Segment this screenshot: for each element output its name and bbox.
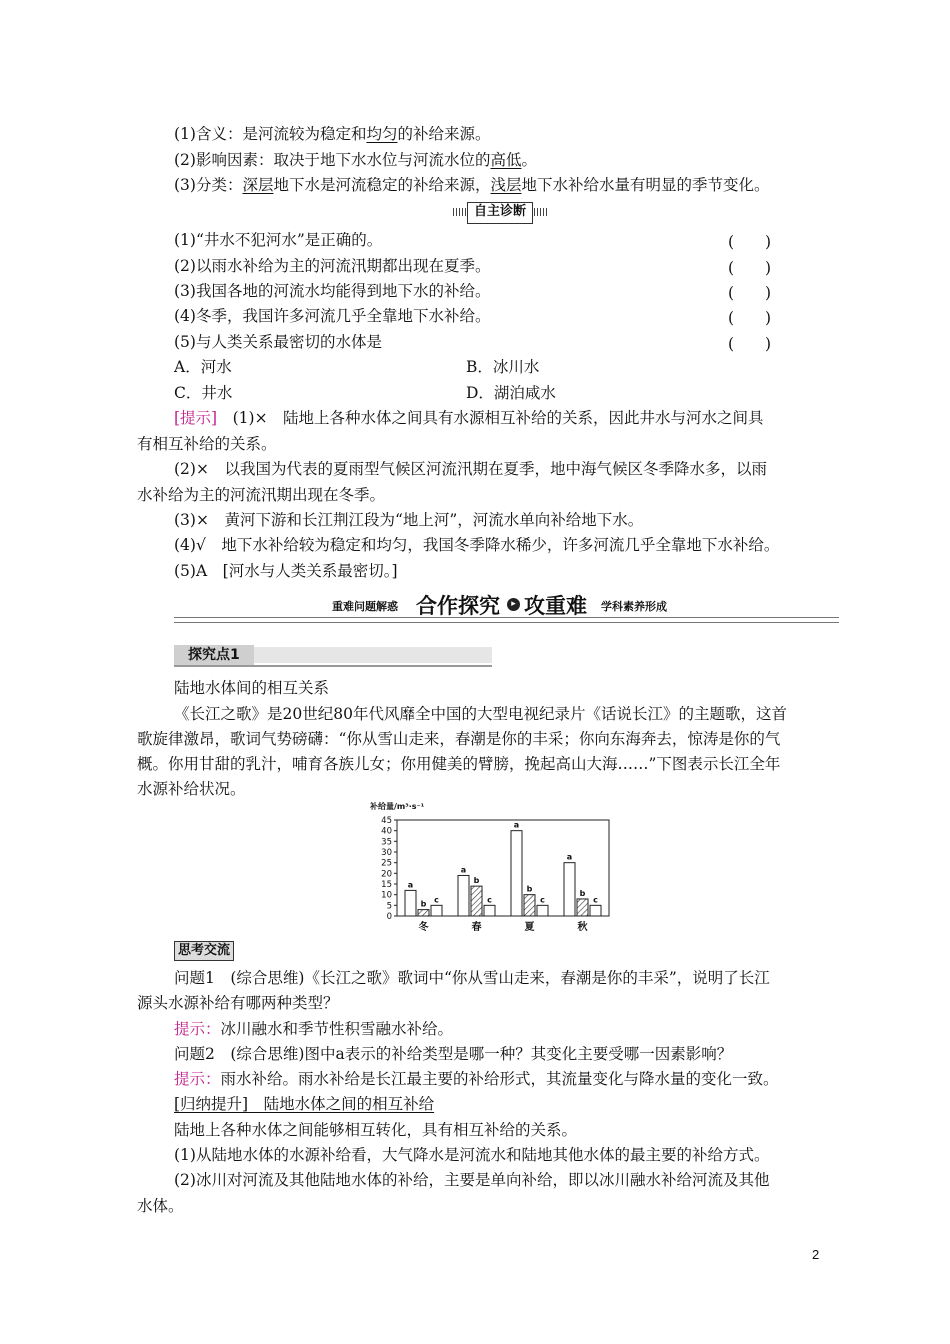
bar-label: b xyxy=(526,884,533,894)
y-tick-label: 10 xyxy=(381,890,392,901)
bar-label: c xyxy=(487,895,492,905)
x-category-label: 冬 xyxy=(418,922,429,933)
y-axis-label: 补给量/m³·s⁻¹ xyxy=(370,802,425,811)
summary-line: 水体。 xyxy=(137,1197,184,1215)
summary-line: 陆地上各种水体之间能够相互转化，具有相互补给的关系。 xyxy=(174,1121,578,1139)
y-tick-label: 45 xyxy=(381,816,392,826)
bar-c xyxy=(537,905,548,916)
paragraph-line: 概。你用甘甜的乳汁，哺育各族儿女；你用健美的臂膀，挽起高山大海……”下图表示长江全年 xyxy=(137,755,781,773)
think-exchange-label: 思考交流 xyxy=(174,941,234,961)
question-line: 问题2 (综合思维)图中a表示的补给类型是哪一种？其变化主要受哪一因素影响？ xyxy=(174,1045,733,1063)
hint-line: (5)A [河水与人类关系最密切。] xyxy=(174,562,398,580)
definition-line-2: (2)影响因素：取决于地下水水位与河流水位的高低。 xyxy=(174,151,537,169)
inquiry-point-header: 探究点1 xyxy=(174,645,492,667)
diagnosis-item: (5)与人类关系最密切的水体是 xyxy=(174,333,382,351)
option-a: A．河水 xyxy=(174,358,232,376)
water-supply-chart xyxy=(368,800,618,936)
definition-line-1: (1)含义：是河流较为稳定和均匀的补给来源。 xyxy=(174,125,491,143)
y-tick-label: 25 xyxy=(381,858,392,869)
bar-label: b xyxy=(473,876,480,886)
hint-label: [提示] xyxy=(174,409,218,427)
section-header: 重难问题解惑 合作探究 ▸ 攻重难 学科素养形成 xyxy=(174,594,839,624)
bar-label: b xyxy=(420,899,427,909)
y-tick-label: 40 xyxy=(381,826,392,837)
bar-c xyxy=(484,905,495,916)
diagnosis-item: (1)“井水不犯河水”是正确的。 xyxy=(174,231,383,249)
hint-line: 水补给为主的河流汛期出现在冬季。 xyxy=(137,486,386,504)
y-tick-label: 20 xyxy=(381,869,392,880)
bar-a xyxy=(564,863,575,916)
paragraph-line: 歌旋律激昂，歌词气势磅礴：“你从雪山走来，春潮是你的丰采；你向东海奔去，惊涛是你的气 xyxy=(137,730,781,748)
page-number: 2 xyxy=(812,1247,820,1262)
bar-a xyxy=(511,831,522,916)
x-category-label: 秋 xyxy=(577,922,588,933)
diagnosis-item: (3)我国各地的河流水均能得到地下水的补给。 xyxy=(174,282,491,300)
y-tick-label: 30 xyxy=(381,848,392,858)
hint-label: 提示： xyxy=(174,1020,221,1038)
option-c: C．井水 xyxy=(174,384,233,402)
answer-line: 提示：雨水补给。雨水补给是长江最主要的补给形式，其流量变化与降水量的变化一致。 xyxy=(174,1070,779,1088)
bar-label: c xyxy=(434,895,439,905)
y-tick-label: 0 xyxy=(386,912,392,922)
diagnosis-item: (2)以雨水补给为主的河流汛期都出现在夏季。 xyxy=(174,257,491,275)
bar-label: a xyxy=(460,865,467,875)
diagnosis-item: (4)冬季，我国许多河流几乎全靠地下水补给。 xyxy=(174,307,491,325)
bar-label: a xyxy=(407,880,414,890)
bar-label: c xyxy=(540,895,545,905)
bar-b xyxy=(577,899,588,916)
definition-line-3: (3)分类：深层地下水是河流稳定的补给来源，浅层地下水补给水量有明显的季节变化。 xyxy=(174,176,770,194)
answer-line: 提示：冰川融水和季节性积雪融水补给。 xyxy=(174,1020,454,1038)
hint-label: 提示： xyxy=(174,1070,221,1088)
x-category-label: 春 xyxy=(471,922,482,933)
answer-blank: ( ) xyxy=(728,233,772,251)
answer-blank: ( ) xyxy=(728,309,772,327)
hint-line: (4)√ 地下水补给较为稳定和均匀，我国冬季降水稀少，许多河流几乎全靠地下水补给。 xyxy=(174,536,780,554)
hint-line: [提示] (1)× 陆地上各种水体之间具有水源相互补给的关系，因此井水与河水之间具 xyxy=(174,409,764,427)
bar-label: a xyxy=(566,852,573,862)
answer-blank: ( ) xyxy=(728,259,772,277)
hint-line: (3)× 黄河下游和长江荆江段为“地上河”，河流水单向补给地下水。 xyxy=(174,511,644,529)
bar-c xyxy=(590,905,601,916)
bar-label: c xyxy=(593,895,598,905)
y-tick-label: 5 xyxy=(386,901,392,912)
x-category-label: 夏 xyxy=(524,922,535,933)
answer-blank: ( ) xyxy=(728,335,772,353)
y-tick-label: 15 xyxy=(381,880,392,890)
hint-line: 有相互补给的关系。 xyxy=(137,435,277,453)
hint-line: (2)× 以我国为代表的夏雨型气候区河流汛期在夏季，地中海气候区冬季降水多，以雨 xyxy=(174,460,767,478)
bar-b xyxy=(471,886,482,916)
summary-line: (2)冰川对河流及其他陆地水体的补给，主要是单向补给，即以冰川融水补给河流及其他 xyxy=(174,1171,770,1189)
question-line: 源头水源补给有哪两种类型？ xyxy=(137,994,339,1012)
bar-label: a xyxy=(513,820,520,830)
bar-b xyxy=(418,910,429,916)
arrow-icon: ▸ xyxy=(507,598,520,611)
option-d: D．湖泊咸水 xyxy=(466,384,556,402)
bar-b xyxy=(524,895,535,916)
option-b: B．冰川水 xyxy=(466,358,540,376)
summary-title: [归纳提升] 陆地水体之间的相互补给 xyxy=(174,1095,435,1113)
topic-title: 陆地水体间的相互关系 xyxy=(174,679,330,697)
paragraph-line: 水源补给状况。 xyxy=(137,780,246,798)
answer-blank: ( ) xyxy=(728,284,772,302)
bar-a xyxy=(458,875,469,916)
summary-line: (1)从陆地水体的水源补给看，大气降水是河流水和陆地其他水体的最主要的补给方式。 xyxy=(174,1146,770,1164)
self-diagnosis-banner: 自主诊断 xyxy=(453,202,547,222)
bar-c xyxy=(431,905,442,916)
y-tick-label: 35 xyxy=(381,837,392,848)
bar-label: b xyxy=(579,888,586,898)
question-line: 问题1 (综合思维)《长江之歌》歌词中“你从雪山走来，春潮是你的丰采”，说明了长江 xyxy=(174,969,770,987)
bar-a xyxy=(405,890,416,916)
paragraph-line: 《长江之歌》是20世纪80年代风靡全中国的大型电视纪录片《话说长江》的主题歌，这首 xyxy=(174,705,787,723)
